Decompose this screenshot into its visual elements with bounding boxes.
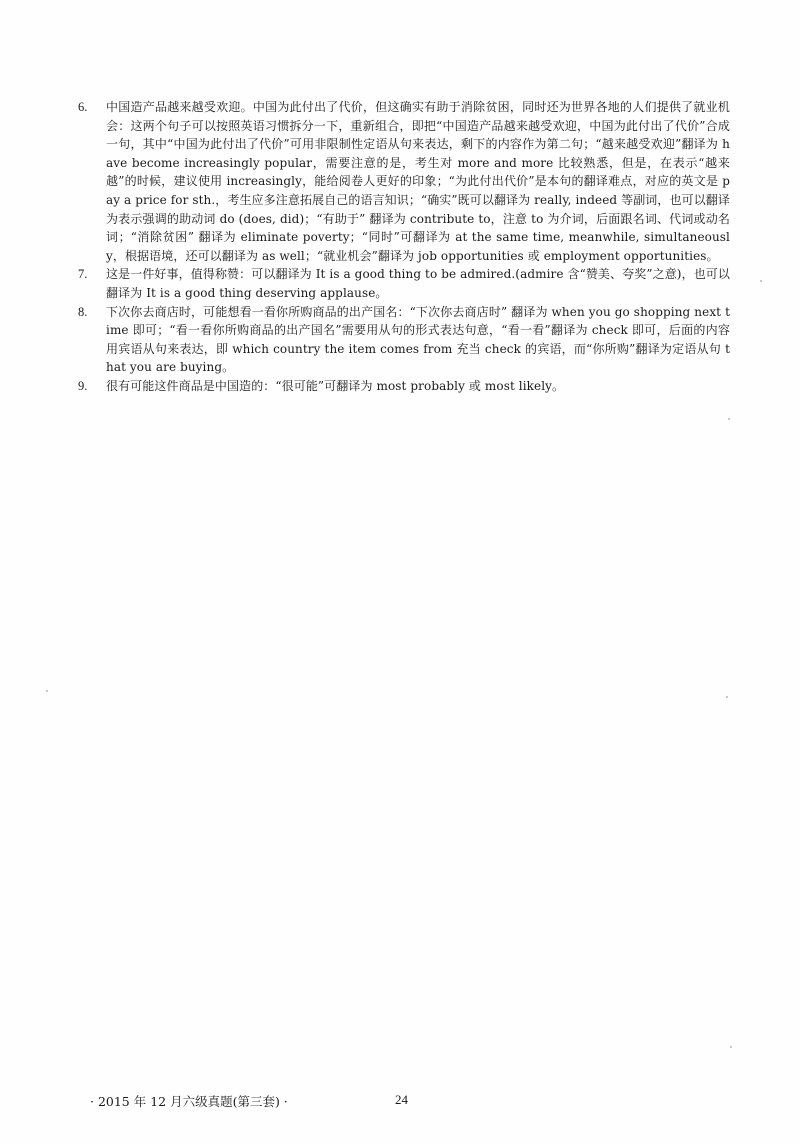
scan-speck (46, 690, 48, 692)
scan-speck (730, 1046, 732, 1048)
list-item (78, 377, 730, 396)
item-number: 8. (78, 304, 88, 319)
item-text: 这是一件好事，值得称赞：可以翻译为 It is a good thing to be admired.(admire 含“赞美、夸奖”之意)，也可以翻译为 It is a good thing deserving applause。 (106, 267, 730, 300)
item-number: 6. (78, 100, 88, 114)
item-text: 很有可能这件商品是中国造的：“很可能”可翻译为 most probably 或 most likely。 (106, 378, 565, 393)
list-item (78, 98, 730, 265)
scan-speck (760, 280, 762, 282)
page-number: 24 (395, 1092, 408, 1107)
scan-speck (728, 418, 730, 420)
list-item (78, 303, 730, 377)
list-item (78, 265, 730, 302)
footer-source: · 2015 年 12 月六级真题(第三套) · (90, 1094, 288, 1109)
item-text: 下次你去商店时，可能想看一看你所购商品的出产国名：“下次你去商店时” 翻译为 when you go shopping next time 即可；“看一看你所购商品的出产国名”需要用从句的形式表达句意，“看一看”翻译为 check 即可，后面的内容用宾语从句来表达，即 which country the item comes from 充当 check 的宾语，而“你所购”翻译为定语从句 that you are buying。 (106, 304, 730, 375)
item-number: 9. (78, 378, 88, 393)
item-text: 中国造产品越来越受欢迎。中国为此付出了代价，但这确实有助于消除贫困，同时还为世界各地的人们提供了就业机会：这两个句子可以按照英语习惯拆分一下，重新组合，即把“中国造产品越来越受欢迎，中国为此付出了代价”合成一句，其中“中国为此付出了代价”可用非限制性定语从句来表达，剩下的内容作为第二句；“越来越受欢迎”翻译为 have become increasingly popular，需要注意的是，考生对 more and more 比较熟悉，但是，在表示“越来越”的时候，建议使用 increasingly，能给阅卷人更好的印象；“为此付出代价”是本句的翻译难点，对应的英文是 pay a price for sth.，考生应多注意拓展自己的语言知识；“确实”既可以翻译为 really, indeed 等副词，也可以翻译为表示强调的助动词 do (does, did)；“有助于” 翻译为 contribute to，注意 to 为介词，后面跟名词、代词或动名词；“消除贫困” 翻译为 eliminate poverty；“同时”可翻译为 at the same time, meanwhile, simultaneously，根据语境，还可以翻译为 as well；“就业机会”翻译为 job opportunities 或 employment opportunities。 (106, 100, 730, 263)
item-number: 7. (78, 267, 88, 282)
scan-speck (726, 696, 728, 698)
answer-explanation-list (78, 98, 730, 396)
